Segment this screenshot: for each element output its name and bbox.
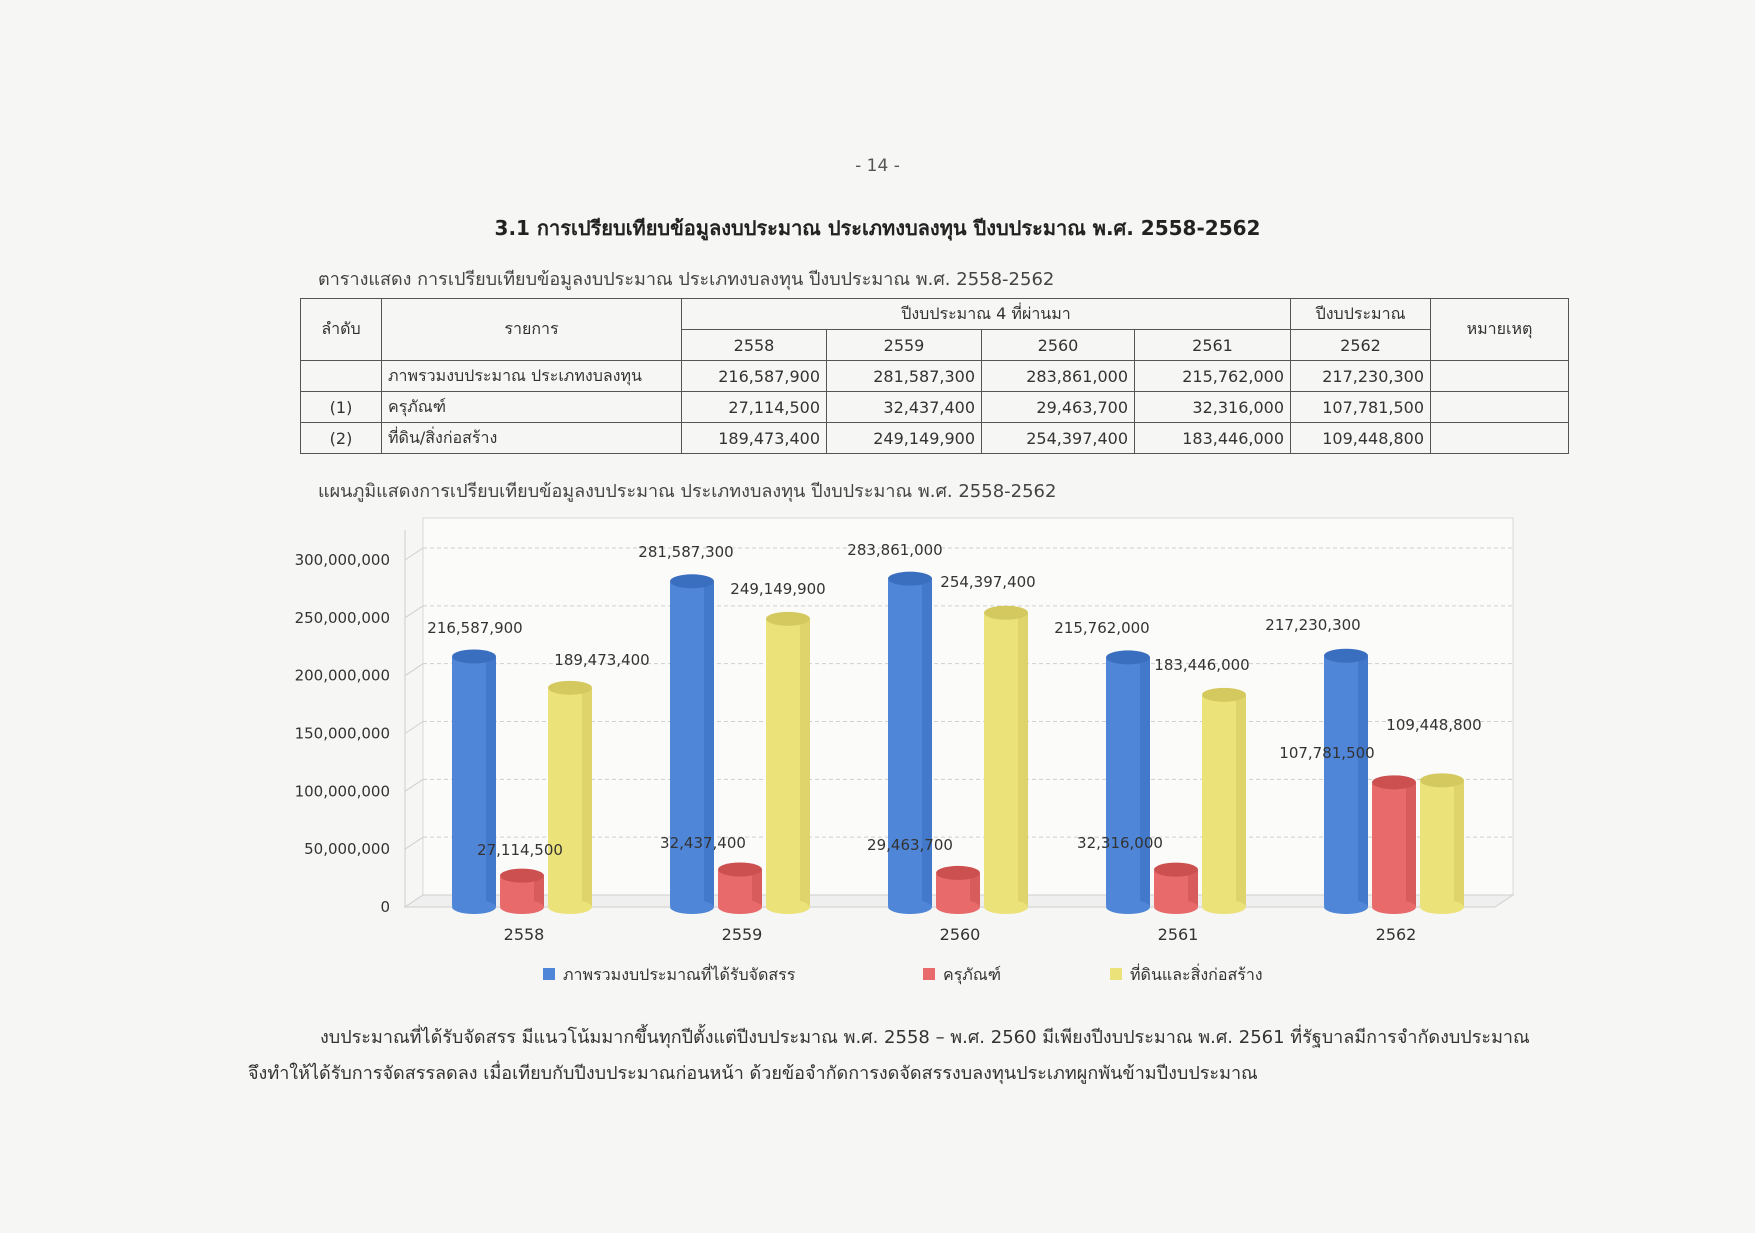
paragraph-line: จึงทำให้ได้รับการจัดสรรลดลง เมื่อเทียบกับปีงบประมาณก่อนหน้า ด้วยข้อจำกัดการงดจัดสรรงบลงทุนประเภทผูกพันข้ามปีงบประมาณ (248, 1063, 1258, 1084)
header-budget-year: ปีงบประมาณ (1291, 299, 1431, 330)
bar-top (984, 606, 1028, 620)
row-value: 215,762,000 (1135, 361, 1291, 392)
table-caption: ตารางแสดง การเปรียบเทียบข้อมูลงบประมาณ ประเภทงบลงทุน ปีงบประมาณ พ.ศ. 2558-2562 (318, 269, 1055, 290)
row-value: 281,587,300 (827, 361, 982, 392)
y-tick-label: 50,000,000 (304, 840, 390, 859)
bar-top (1324, 649, 1368, 663)
y-tick-label: 300,000,000 (294, 551, 390, 569)
bar-top (548, 681, 592, 695)
bar-shade (1140, 657, 1150, 907)
row-value: 32,316,000 (1135, 392, 1291, 423)
data-label: 109,448,800 (1386, 716, 1482, 734)
header-order: ลำดับ (301, 299, 382, 361)
bar-base (1154, 900, 1198, 914)
bar-base (766, 900, 810, 914)
header-remark: หมายเหตุ (1431, 299, 1569, 361)
data-label: 215,762,000 (1054, 619, 1150, 637)
bar-base (1202, 900, 1246, 914)
header-past-years: ปีงบประมาณ 4 ที่ผ่านมา (682, 299, 1291, 330)
y-tick-label: 150,000,000 (294, 724, 390, 743)
bar-base (1324, 900, 1368, 914)
bar-base (670, 900, 714, 914)
gridline-depth (405, 606, 423, 618)
row-value: 109,448,800 (1291, 423, 1431, 454)
data-label: 189,473,400 (554, 651, 650, 669)
bar-top (936, 866, 980, 880)
bar-base (1106, 900, 1150, 914)
x-tick-label: 2562 (1375, 925, 1417, 944)
bar-base (936, 900, 980, 914)
x-tick-label: 2559 (721, 925, 763, 944)
row-order: (1) (301, 392, 382, 423)
header-year: 2558 (682, 330, 827, 361)
data-label: 32,437,400 (660, 834, 746, 852)
bar-top (452, 649, 496, 663)
bar-top (500, 869, 544, 883)
y-tick-label: 100,000,000 (294, 782, 390, 801)
header-year: 2561 (1135, 330, 1291, 361)
summary-paragraph (248, 1020, 1618, 1092)
legend-swatch (923, 968, 935, 980)
row-value: 27,114,500 (682, 392, 827, 423)
bar-base (500, 900, 544, 914)
row-value: 217,230,300 (1291, 361, 1431, 392)
header-year: 2562 (1291, 330, 1431, 361)
header-item: รายการ (382, 299, 682, 361)
bar-top (1154, 863, 1198, 877)
row-value: 254,397,400 (982, 423, 1135, 454)
legend-label: ภาพรวมงบประมาณที่ได้รับจัดสรร (563, 965, 796, 984)
data-label: 216,587,900 (427, 619, 523, 637)
bar-shade (800, 619, 810, 907)
bar-shade (704, 581, 714, 907)
bar-shade (1406, 782, 1416, 907)
bar-shade (922, 579, 932, 907)
bar-base (548, 900, 592, 914)
data-label: 107,781,500 (1279, 744, 1375, 762)
bar-shade (1236, 695, 1246, 907)
data-label: 283,861,000 (847, 541, 943, 559)
bar-base (888, 900, 932, 914)
data-label: 249,149,900 (730, 580, 826, 598)
bar-shade (1188, 870, 1198, 907)
bar-base (1372, 900, 1416, 914)
page-number: - 14 - (855, 156, 900, 176)
bar-top (718, 862, 762, 876)
bar-shade (1454, 780, 1464, 907)
row-value: 32,437,400 (827, 392, 982, 423)
row-item: ภาพรวมงบประมาณ ประเภทงบลงทุน (382, 361, 682, 392)
bar-base (452, 900, 496, 914)
bar-shade (582, 688, 592, 907)
row-value: 249,149,900 (827, 423, 982, 454)
bar-top (1106, 650, 1150, 664)
gridline-depth (405, 548, 423, 560)
legend-label: ครุภัณฑ์ (943, 965, 1001, 984)
data-label: 27,114,500 (477, 841, 563, 859)
x-tick-label: 2560 (939, 925, 981, 944)
bar-top (670, 574, 714, 588)
gridline-depth (405, 779, 423, 791)
bar-shade (1018, 613, 1028, 907)
bar-top (766, 612, 810, 626)
row-value: 183,446,000 (1135, 423, 1291, 454)
y-tick-label: 0 (380, 898, 390, 916)
section-title: 3.1 การเปรียบเทียบข้อมูลงบประมาณ ประเภทงบลงทุน ปีงบประมาณ พ.ศ. 2558-2562 (494, 216, 1261, 240)
gridline-depth (405, 664, 423, 676)
bar-top (1202, 688, 1246, 702)
header-year: 2559 (827, 330, 982, 361)
row-value: 283,861,000 (982, 361, 1135, 392)
bar-base (984, 900, 1028, 914)
row-value: 107,781,500 (1291, 392, 1431, 423)
data-label: 183,446,000 (1154, 656, 1250, 674)
chart-caption: แผนภูมิแสดงการเปรียบเทียบข้อมูลงบประมาณ ประเภทงบลงทุน ปีงบประมาณ พ.ศ. 2558-2562 (318, 481, 1057, 502)
x-tick-label: 2558 (503, 925, 545, 944)
bar-shade (486, 656, 496, 907)
bar-top (888, 572, 932, 586)
bar-top (1372, 775, 1416, 789)
data-label: 32,316,000 (1077, 834, 1163, 852)
bar-shade (752, 869, 762, 907)
paragraph-line: งบประมาณที่ได้รับจัดสรร มีแนวโน้มมากขึ้นทุกปีตั้งแต่ปีงบประมาณ พ.ศ. 2558 – พ.ศ. 2560 มีเพียงปีงบประมาณ พ.ศ. 2561 ที่รัฐบาลมีการจำกัดงบประมาณ (320, 1027, 1530, 1048)
bar-base (1420, 900, 1464, 914)
row-item: ครุภัณฑ์ (382, 392, 682, 423)
data-label: 29,463,700 (867, 836, 953, 854)
row-order: (2) (301, 423, 382, 454)
gridline-depth (405, 722, 423, 734)
x-tick-label: 2561 (1157, 925, 1199, 944)
bar-base (718, 900, 762, 914)
legend-swatch (543, 968, 555, 980)
row-value: 216,587,900 (682, 361, 827, 392)
y-tick-label: 250,000,000 (294, 608, 390, 627)
data-label: 281,587,300 (638, 543, 734, 561)
header-year: 2560 (982, 330, 1135, 361)
gridline-depth (405, 837, 423, 849)
bar-shade (1358, 656, 1368, 907)
bar-top (1420, 773, 1464, 787)
row-item: ที่ดิน/สิ่งก่อสร้าง (382, 423, 682, 454)
legend-swatch (1110, 968, 1122, 980)
row-value: 29,463,700 (982, 392, 1135, 423)
y-tick-label: 200,000,000 (294, 666, 390, 685)
data-label: 217,230,300 (1265, 616, 1361, 634)
legend-label: ที่ดินและสิ่งก่อสร้าง (1130, 965, 1263, 984)
row-value: 189,473,400 (682, 423, 827, 454)
data-label: 254,397,400 (940, 573, 1036, 591)
